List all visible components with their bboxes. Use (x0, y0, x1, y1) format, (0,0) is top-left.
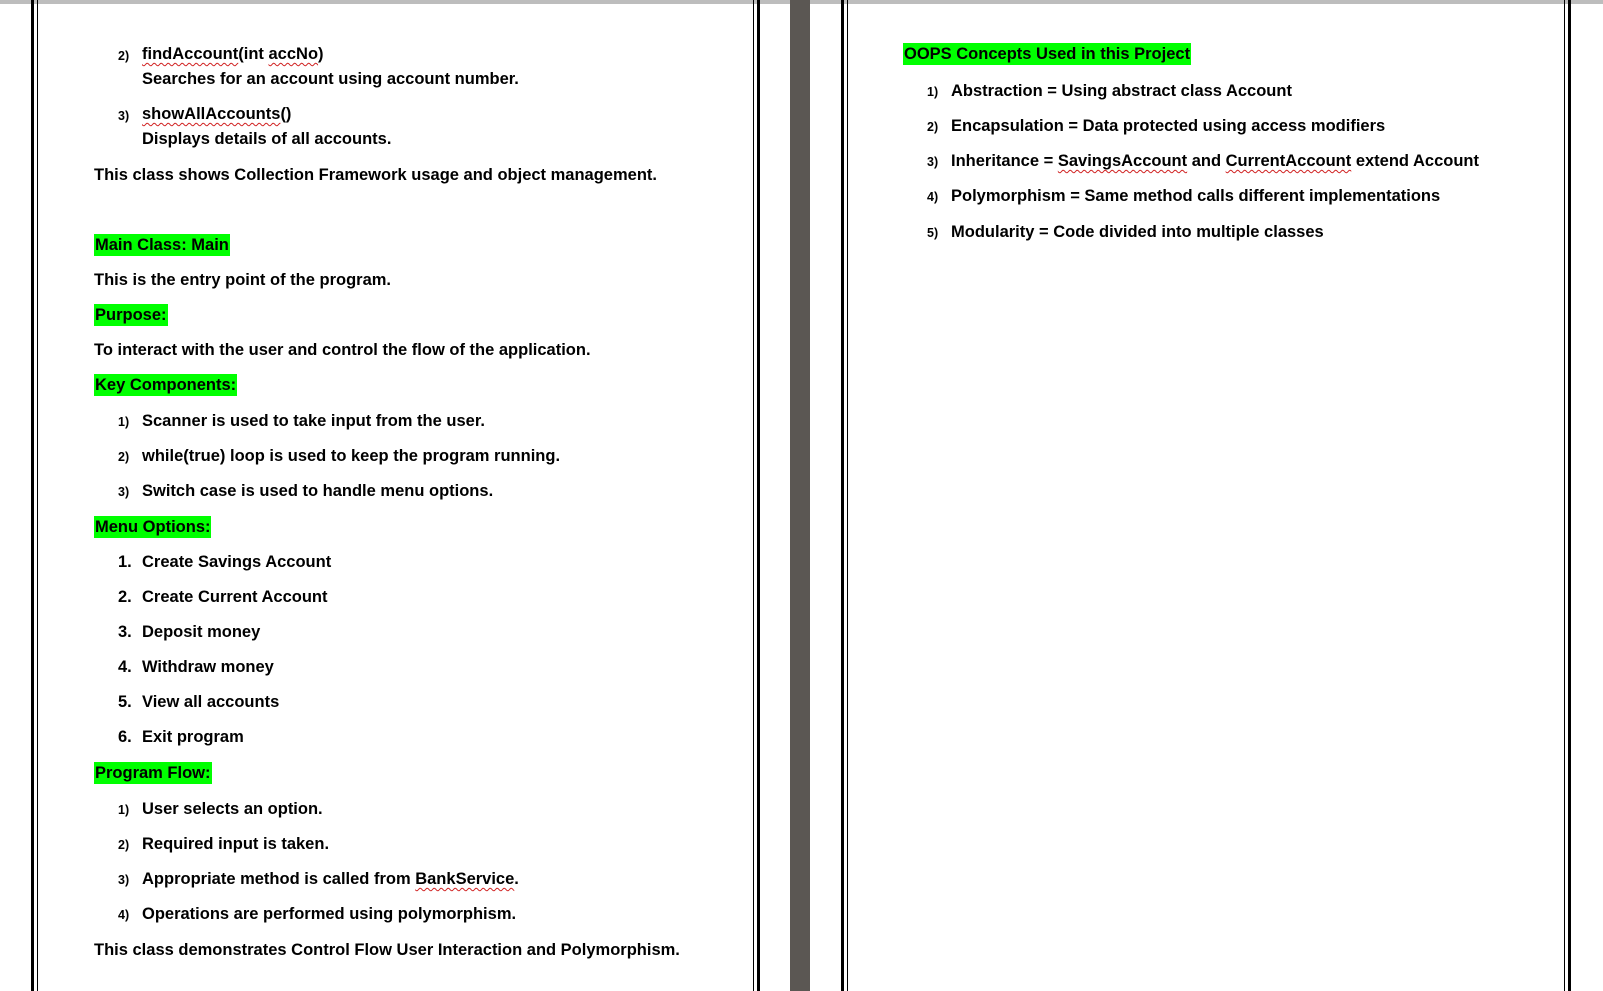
list-item-number: 3. (118, 623, 132, 641)
oops-concept-text: and (1187, 152, 1226, 170)
main-intro-paragraph: This is the entry point of the program. (94, 271, 392, 289)
list-item-number: 5) (927, 226, 939, 240)
spelling-flagged-word[interactable]: findAccount (142, 45, 239, 63)
spelling-flagged-word[interactable]: accNo (268, 45, 319, 63)
program-flow-item (142, 868, 519, 890)
method-description: Searches for an account using account number. (142, 70, 519, 88)
spelling-flagged-word[interactable]: CurrentAccount (1225, 152, 1352, 170)
right-page-right-border-inner (1564, 0, 1565, 991)
oops-concept-text: extend Account (1351, 152, 1479, 170)
list-item-number: 1) (927, 85, 939, 99)
oops-concept-item (951, 150, 1479, 172)
method-item-number: 2) (118, 49, 130, 63)
menu-option-item: Withdraw money (142, 658, 274, 676)
spelling-flagged-word[interactable]: showAllAccounts (142, 105, 281, 123)
menu-option-item: Deposit money (142, 623, 261, 641)
left-page-right-border-outer (757, 0, 760, 991)
menu-option-item: Create Savings Account (142, 553, 332, 571)
method-item-number: 3) (118, 109, 130, 123)
section-heading-oops-concepts: OOPS Concepts Used in this Project (904, 45, 1191, 63)
section-heading-menu-options: Menu Options: (95, 518, 211, 536)
purpose-paragraph: To interact with the user and control the flow of the application. (94, 341, 591, 359)
right-page-border-outer (841, 0, 844, 991)
list-item-number: 3) (927, 155, 939, 169)
list-item-number: 1) (118, 415, 130, 429)
program-flow-item: Operations are performed using polymorphism. (142, 905, 517, 923)
section-heading-key-components: Key Components: (95, 376, 237, 394)
list-item-number: 3) (118, 873, 130, 887)
list-item-number: 5. (118, 693, 132, 711)
page-gap-scroll-area[interactable] (790, 0, 810, 991)
class-summary-paragraph: This class shows Collection Framework usage and object management. (94, 166, 657, 184)
menu-option-item: View all accounts (142, 693, 280, 711)
document-page-right[interactable] (903, 0, 1563, 991)
list-item-number: 4. (118, 658, 132, 676)
right-page-border-inner (847, 0, 848, 991)
list-item-number: 2) (118, 450, 130, 464)
list-item-number: 4) (927, 190, 939, 204)
oops-concept-text: Inheritance = (951, 152, 1058, 170)
method-signature[interactable] (142, 43, 324, 65)
document-page-left[interactable] (94, 0, 754, 991)
left-page-border-outer (31, 0, 34, 991)
list-item-number: 4) (118, 908, 130, 922)
method-signature-text: (int (238, 45, 269, 63)
method-signature-text: ) (318, 45, 324, 63)
oops-concept-item: Abstraction = Using abstract class Account (951, 82, 1292, 100)
menu-option-item: Create Current Account (142, 588, 328, 606)
spelling-flagged-word[interactable]: SavingsAccount (1057, 152, 1188, 170)
list-item-number: 1. (118, 553, 132, 571)
method-signature[interactable] (142, 103, 291, 125)
list-item-number: 3) (118, 485, 130, 499)
program-flow-item: Required input is taken. (142, 835, 330, 853)
method-signature-text: () (280, 105, 292, 123)
right-page-right-border-outer (1568, 0, 1571, 991)
list-item-number: 1) (118, 803, 130, 817)
section-heading-main-class: Main Class: Main (95, 236, 229, 254)
oops-concept-item: Polymorphism = Same method calls different implementations (951, 187, 1441, 205)
section-heading-program-flow: Program Flow: (95, 764, 211, 782)
key-component-item: Scanner is used to take input from the user. (142, 412, 485, 430)
oops-concept-item: Encapsulation = Data protected using access modifiers (951, 117, 1386, 135)
menu-option-item: Exit program (142, 728, 244, 746)
program-flow-text: . (514, 870, 519, 888)
program-flow-item: User selects an option. (142, 800, 323, 818)
spelling-flagged-word[interactable]: BankService (415, 870, 515, 888)
oops-concept-item: Modularity = Code divided into multiple classes (951, 223, 1324, 241)
key-component-item: while(true) loop is used to keep the program running. (142, 447, 561, 465)
list-item-number: 2) (118, 838, 130, 852)
method-description: Displays details of all accounts. (142, 130, 392, 148)
key-component-item: Switch case is used to handle menu options. (142, 482, 494, 500)
list-item-number: 2. (118, 588, 132, 606)
list-item-number: 2) (927, 120, 939, 134)
closing-paragraph: This class demonstrates Control Flow User Interaction and Polymorphism. (94, 941, 680, 959)
list-item-number: 6. (118, 728, 132, 746)
section-heading-purpose: Purpose: (95, 306, 167, 324)
left-page-border-inner (37, 0, 38, 991)
program-flow-text: Appropriate method is called from (142, 870, 416, 888)
